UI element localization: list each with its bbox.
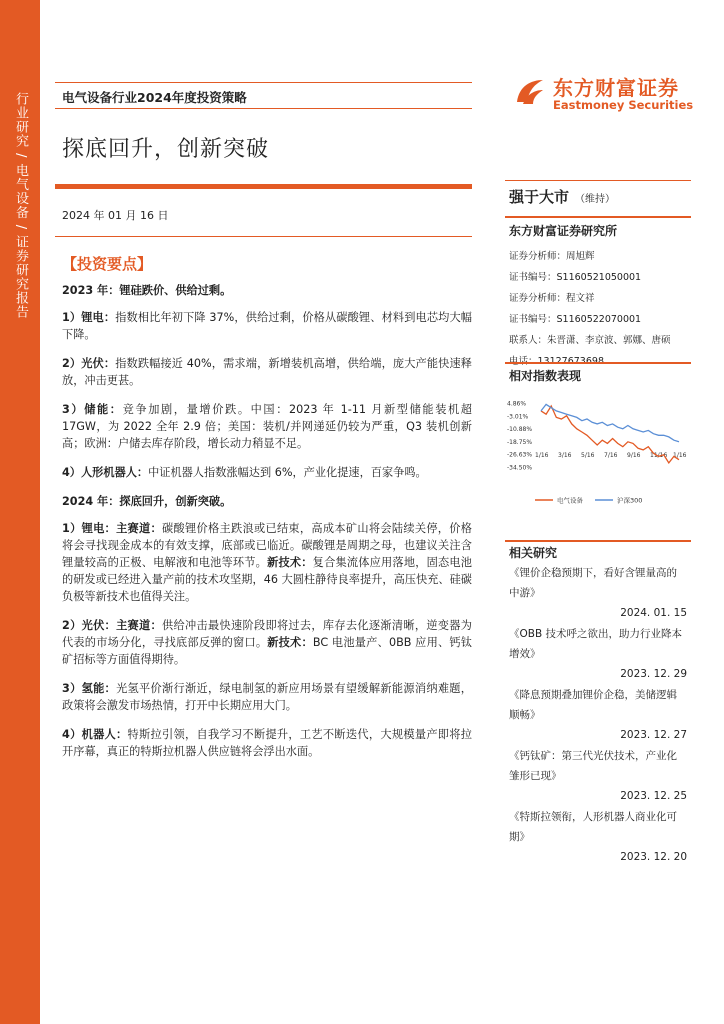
point-text: 光氢平价渐行渐近，绿电制氢的新应用场景有望缓解新能源消纳难题，政策将会激发市场热情，打开中长期应用大门。	[62, 682, 472, 712]
series-line	[541, 404, 679, 441]
point-text: 复合集流体应用落地，固态电池的研发或已经进入量产前的技术攻坚期，46 大圆柱静待良率提升，高压快充、硅碳负极等新技术也值得关注。	[62, 556, 472, 603]
rating-value: 强于大市	[509, 188, 570, 206]
y-tick-label: -26.63%	[507, 451, 533, 459]
related-item-date: 2023. 12. 25	[620, 790, 687, 802]
point-text: 供给冲击最快速阶段即将过去，库存去化逐渐清晰，逆变器为代表的市场分化，寻找底部反弹的窗口。	[62, 619, 472, 649]
y-tick-label: -18.75%	[507, 438, 533, 446]
point-label: 1）锂电：	[62, 311, 116, 324]
rating	[509, 186, 615, 207]
institute-name: 东方财富证券研究所	[509, 224, 618, 238]
point-2	[62, 355, 472, 389]
side-bar	[0, 0, 40, 1024]
x-tick-label: 1/16	[535, 452, 549, 459]
x-tick-label: 9/16	[627, 452, 641, 459]
section-head: 【投资要点】	[62, 255, 153, 273]
point-sub-label: 主赛道：	[116, 522, 163, 535]
y-tick-label: -34.50%	[507, 464, 533, 472]
point-label: 2）光伏：	[62, 619, 117, 632]
point-text: 指数跌幅接近 40%，需求端，新增装机高增，供给端，庞大产能快速释放，冲击更甚。	[62, 357, 472, 387]
y-tick-label: -3.01%	[507, 413, 529, 421]
point-label: 4）人形机器人：	[62, 466, 149, 479]
point-text: 特斯拉引领，自我学习不断提升，工艺不断迭代，大规模量产即将拉开序幕，真正的特斯拉机器人供应链将会浮出水面。	[62, 728, 472, 758]
point-3	[62, 401, 472, 452]
x-tick-label: 3/16	[558, 452, 572, 459]
cert-1: 证书编号：S1160521050001	[509, 272, 642, 283]
y-tick-label: -10.88%	[507, 426, 533, 434]
header-bottom-line	[55, 108, 472, 109]
related-item-title[interactable]: 《降息预期叠加锂价企稳，美储逻辑顺畅》	[509, 689, 677, 721]
point-sub-label: 主赛道：	[116, 619, 163, 632]
related-item-date: 2024. 01. 15	[620, 607, 687, 619]
related-item-title[interactable]: 《特斯拉领衔，人形机器人商业化可期》	[509, 811, 677, 843]
rating-top-line	[505, 180, 691, 181]
analyst-info	[509, 246, 671, 372]
point-sub-label: 新技术：	[267, 636, 313, 649]
legend-label: 电气设备	[557, 496, 583, 505]
report-date: 2024 年 01 月 16 日	[62, 209, 169, 222]
relative-performance-chart	[505, 395, 691, 515]
x-tick-label: 11/16	[650, 452, 668, 459]
header-top-line	[55, 82, 472, 83]
point-sub-label: 新技术：	[267, 556, 313, 569]
rating-note: （维持）	[575, 194, 616, 205]
related-item-title[interactable]: 《钙钛矿：第三代光伏技术，产业化雏形已现》	[509, 750, 677, 782]
outlook-2	[62, 617, 472, 668]
side-category-text: 行业研究 / 电气设备 / 证券研究报告	[13, 92, 28, 320]
year-2024-heading: 2024 年：探底回升，创新突破。	[62, 495, 232, 508]
legend-label: 沪深300	[617, 496, 643, 505]
point-label: 3）储能：	[62, 403, 123, 416]
chart-title: 相对指数表现	[509, 369, 582, 383]
x-tick-label: 5/16	[581, 452, 595, 459]
related-item-title[interactable]: 《锂价企稳预期下，看好含锂量高的中游》	[509, 567, 677, 599]
logo-en: Eastmoney Securities	[553, 98, 694, 112]
point-text: 碳酸锂价格主跌浪或已结束，高成本矿山将会陆续关停，价格将会寻找现金成本的有效支撑，底部或已临近。碳酸锂是周期之母，也建议关注含锂量较高的正极、电解液和电池等环节。	[62, 522, 472, 569]
related-title: 相关研究	[509, 546, 558, 560]
point-text: BC 电池量产、0BB 应用、钙钛矿招标等方面值得期待。	[62, 636, 472, 666]
analyst-2: 证券分析师：程文祥	[509, 293, 595, 304]
point-label: 2）光伏：	[62, 357, 116, 370]
date-divider	[55, 236, 472, 237]
point-1	[62, 309, 472, 343]
point-label: 3）氢能：	[62, 682, 117, 695]
outlook-4	[62, 726, 472, 760]
related-item-date: 2023. 12. 20	[620, 851, 687, 863]
year-2023-heading: 2023 年：锂硅跌价、供给过剩。	[62, 284, 232, 297]
institute-bar	[505, 216, 691, 218]
outlook-1	[62, 520, 472, 605]
report-body	[62, 282, 472, 772]
related-item-title[interactable]: 《OBB 技术呼之欲出，助力行业降本增效》	[509, 628, 683, 660]
logo-mark-icon	[511, 74, 547, 110]
related-list	[509, 563, 687, 868]
cert-2: 证书编号：S1160522070001	[509, 314, 642, 325]
industry-title: 电气设备行业2024年度投资策略	[62, 90, 247, 105]
y-tick-label: 4.86%	[507, 400, 527, 408]
related-bar	[505, 540, 691, 542]
x-tick-label: 7/16	[604, 452, 618, 459]
point-label: 1）锂电：	[62, 522, 117, 535]
report-title: 探底回升，创新突破	[62, 137, 270, 162]
related-item-date: 2023. 12. 29	[620, 668, 687, 680]
point-label: 4）机器人：	[62, 728, 128, 741]
title-divider	[55, 184, 472, 189]
point-text: 竞争加剧，量增价跌。中国：2023 年 1-11 月新型储能装机超 17GW，为 2022 全年 2.9 倍；美国：装机/并网递延仍较为严重，Q3 装机创新高；欧洲：户储去库存阶段，增长动力稍显不足。	[62, 403, 472, 450]
analyst-1: 证券分析师：周旭辉	[509, 251, 595, 262]
point-4	[62, 464, 472, 481]
contacts: 联系人：朱晋潇、李京波、郭娜、唐硕	[509, 335, 671, 346]
logo-cn: 东方财富证券	[553, 76, 679, 100]
company-logo	[511, 72, 694, 116]
related-item-date: 2023. 12. 27	[620, 729, 687, 741]
point-text: 中证机器人指数涨幅达到 6%，产业化提速，百家争鸣。	[148, 466, 427, 479]
outlook-3	[62, 680, 472, 714]
point-text: 指数相比年初下降 37%，供给过剩，价格从碳酸锂、材料到电芯均大幅下降。	[62, 311, 472, 341]
x-tick-label: 1/16	[673, 452, 687, 459]
chart-bar	[505, 362, 691, 364]
